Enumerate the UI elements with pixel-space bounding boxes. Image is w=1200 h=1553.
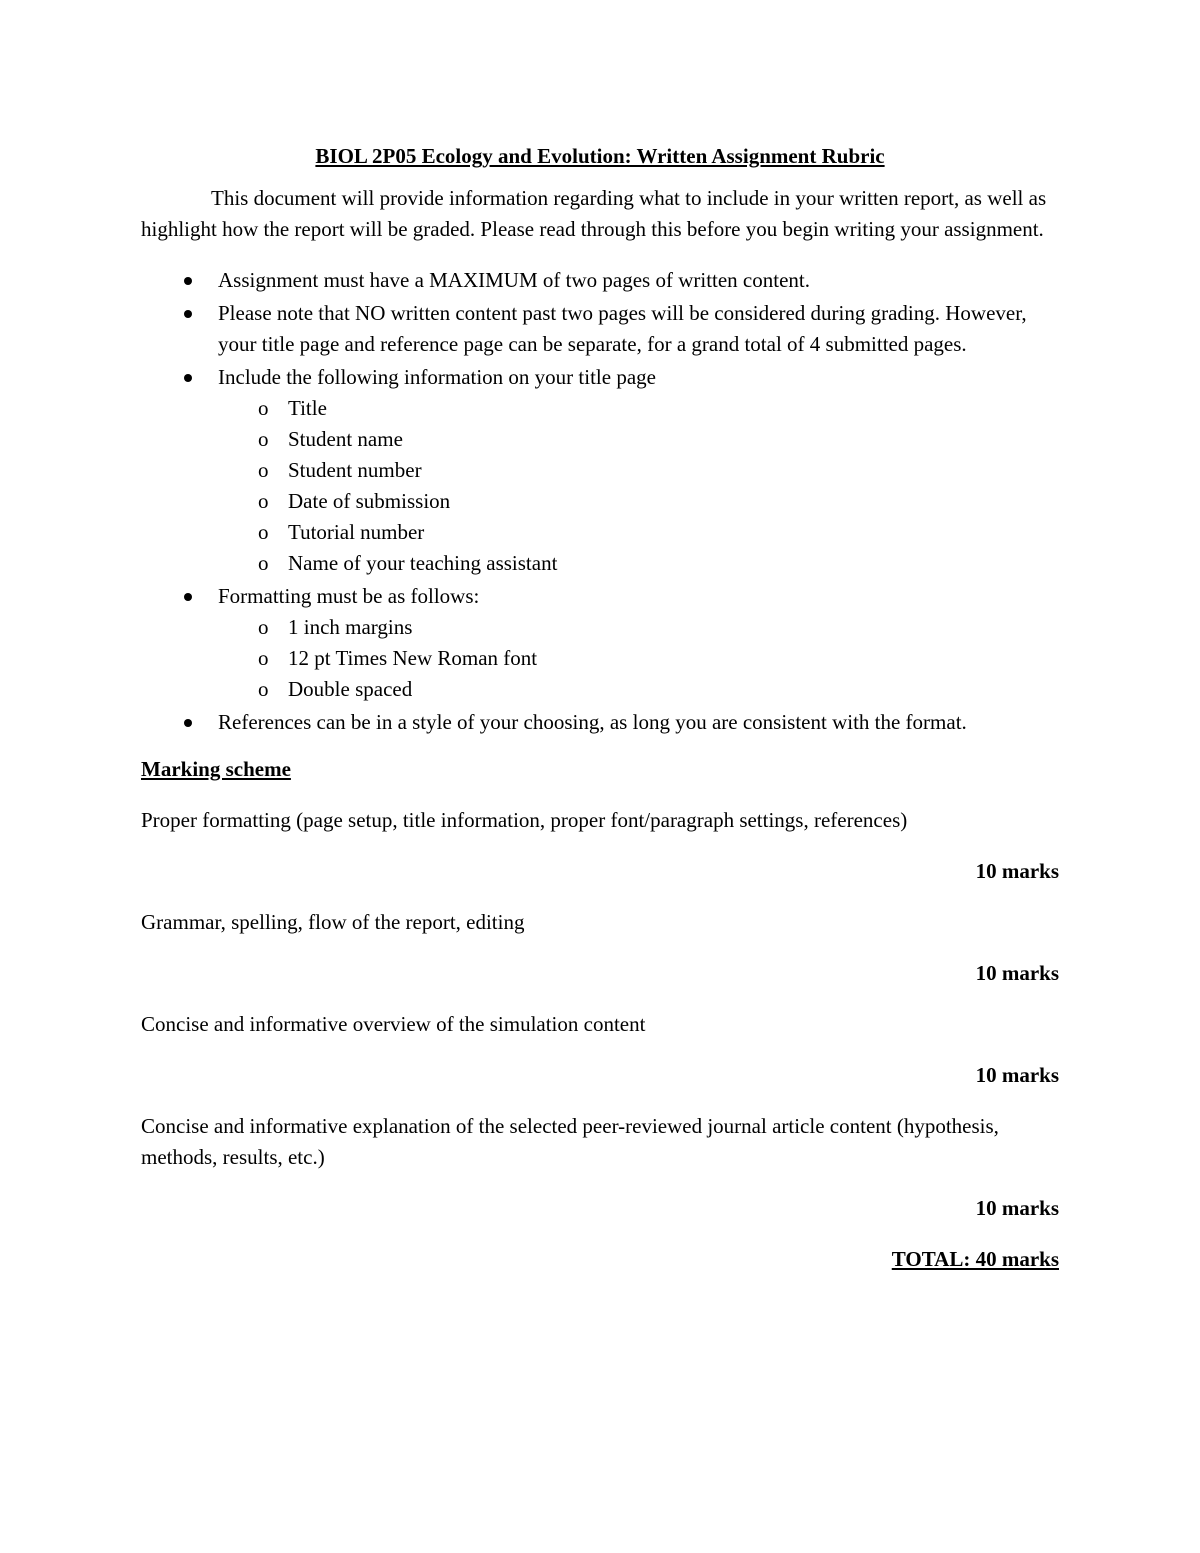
bullet-icon (184, 374, 192, 382)
requirement-text: References can be in a style of your choosing, as long you are consistent with the format. (218, 710, 967, 734)
requirement-text: Include the following information on your title page (218, 365, 656, 389)
document-title: BIOL 2P05 Ecology and Evolution: Written Assignment Rubric (315, 144, 885, 168)
criterion-marks: 10 marks (975, 859, 1059, 883)
bullet-icon (184, 277, 192, 285)
list-item: o Title (218, 393, 1059, 424)
circle-bullet-icon: o (258, 677, 269, 701)
list-item (141, 265, 1059, 296)
list-item: o Student name (218, 424, 1059, 455)
intro-paragraph: This document will provide information regarding what to include in your written report, as well as highlight how the report will be graded. Please read through this before you begin writing your assignment. (141, 186, 1047, 241)
circle-bullet-icon: o (258, 551, 269, 575)
requirements-list (141, 265, 1059, 738)
list-item: o Tutorial number (218, 517, 1059, 548)
requirement-text: Please note that NO written content past two pages will be considered during grading. However, your title page and reference page can be separate, for a grand total of 4 submitted pages. (218, 301, 1027, 356)
list-item: o 12 pt Times New Roman font (218, 643, 1059, 674)
criterion-text: Concise and informative overview of the simulation content (141, 1012, 646, 1036)
requirement-text: Assignment must have a MAXIMUM of two pages of written content. (218, 268, 810, 292)
criterion-text: Concise and informative explanation of the selected peer-reviewed journal article content (hypothesis, methods, results, etc.) (141, 1114, 999, 1169)
bullet-icon (184, 593, 192, 601)
bullet-icon (184, 310, 192, 318)
title-page-items (218, 393, 1059, 579)
criterion-marks: 10 marks (975, 961, 1059, 985)
circle-bullet-icon: o (258, 489, 269, 513)
criterion-marks: 10 marks (975, 1063, 1059, 1087)
circle-bullet-icon: o (258, 458, 269, 482)
list-item (141, 581, 1059, 705)
bullet-icon (184, 719, 192, 727)
list-item (141, 298, 1059, 360)
circle-bullet-icon: o (258, 427, 269, 451)
circle-bullet-icon: o (258, 615, 269, 639)
total-marks: TOTAL: 40 marks (891, 1247, 1059, 1271)
list-item: o Date of submission (218, 486, 1059, 517)
list-item (141, 362, 1059, 579)
circle-bullet-icon: o (258, 396, 269, 420)
list-item: o 1 inch margins (218, 612, 1059, 643)
marking-scheme-heading: Marking scheme (141, 757, 291, 781)
criterion-text: Grammar, spelling, flow of the report, editing (141, 910, 525, 934)
list-item (141, 707, 1059, 738)
criterion-marks: 10 marks (975, 1196, 1059, 1220)
criterion-text: Proper formatting (page setup, title information, proper font/paragraph settings, references) (141, 808, 908, 832)
circle-bullet-icon: o (258, 646, 269, 670)
list-item: o Double spaced (218, 674, 1059, 705)
requirement-text: Formatting must be as follows: (218, 584, 480, 608)
circle-bullet-icon: o (258, 520, 269, 544)
document-page (141, 139, 1059, 1275)
formatting-items (218, 612, 1059, 705)
list-item: o Student number (218, 455, 1059, 486)
list-item: o Name of your teaching assistant (218, 548, 1059, 579)
